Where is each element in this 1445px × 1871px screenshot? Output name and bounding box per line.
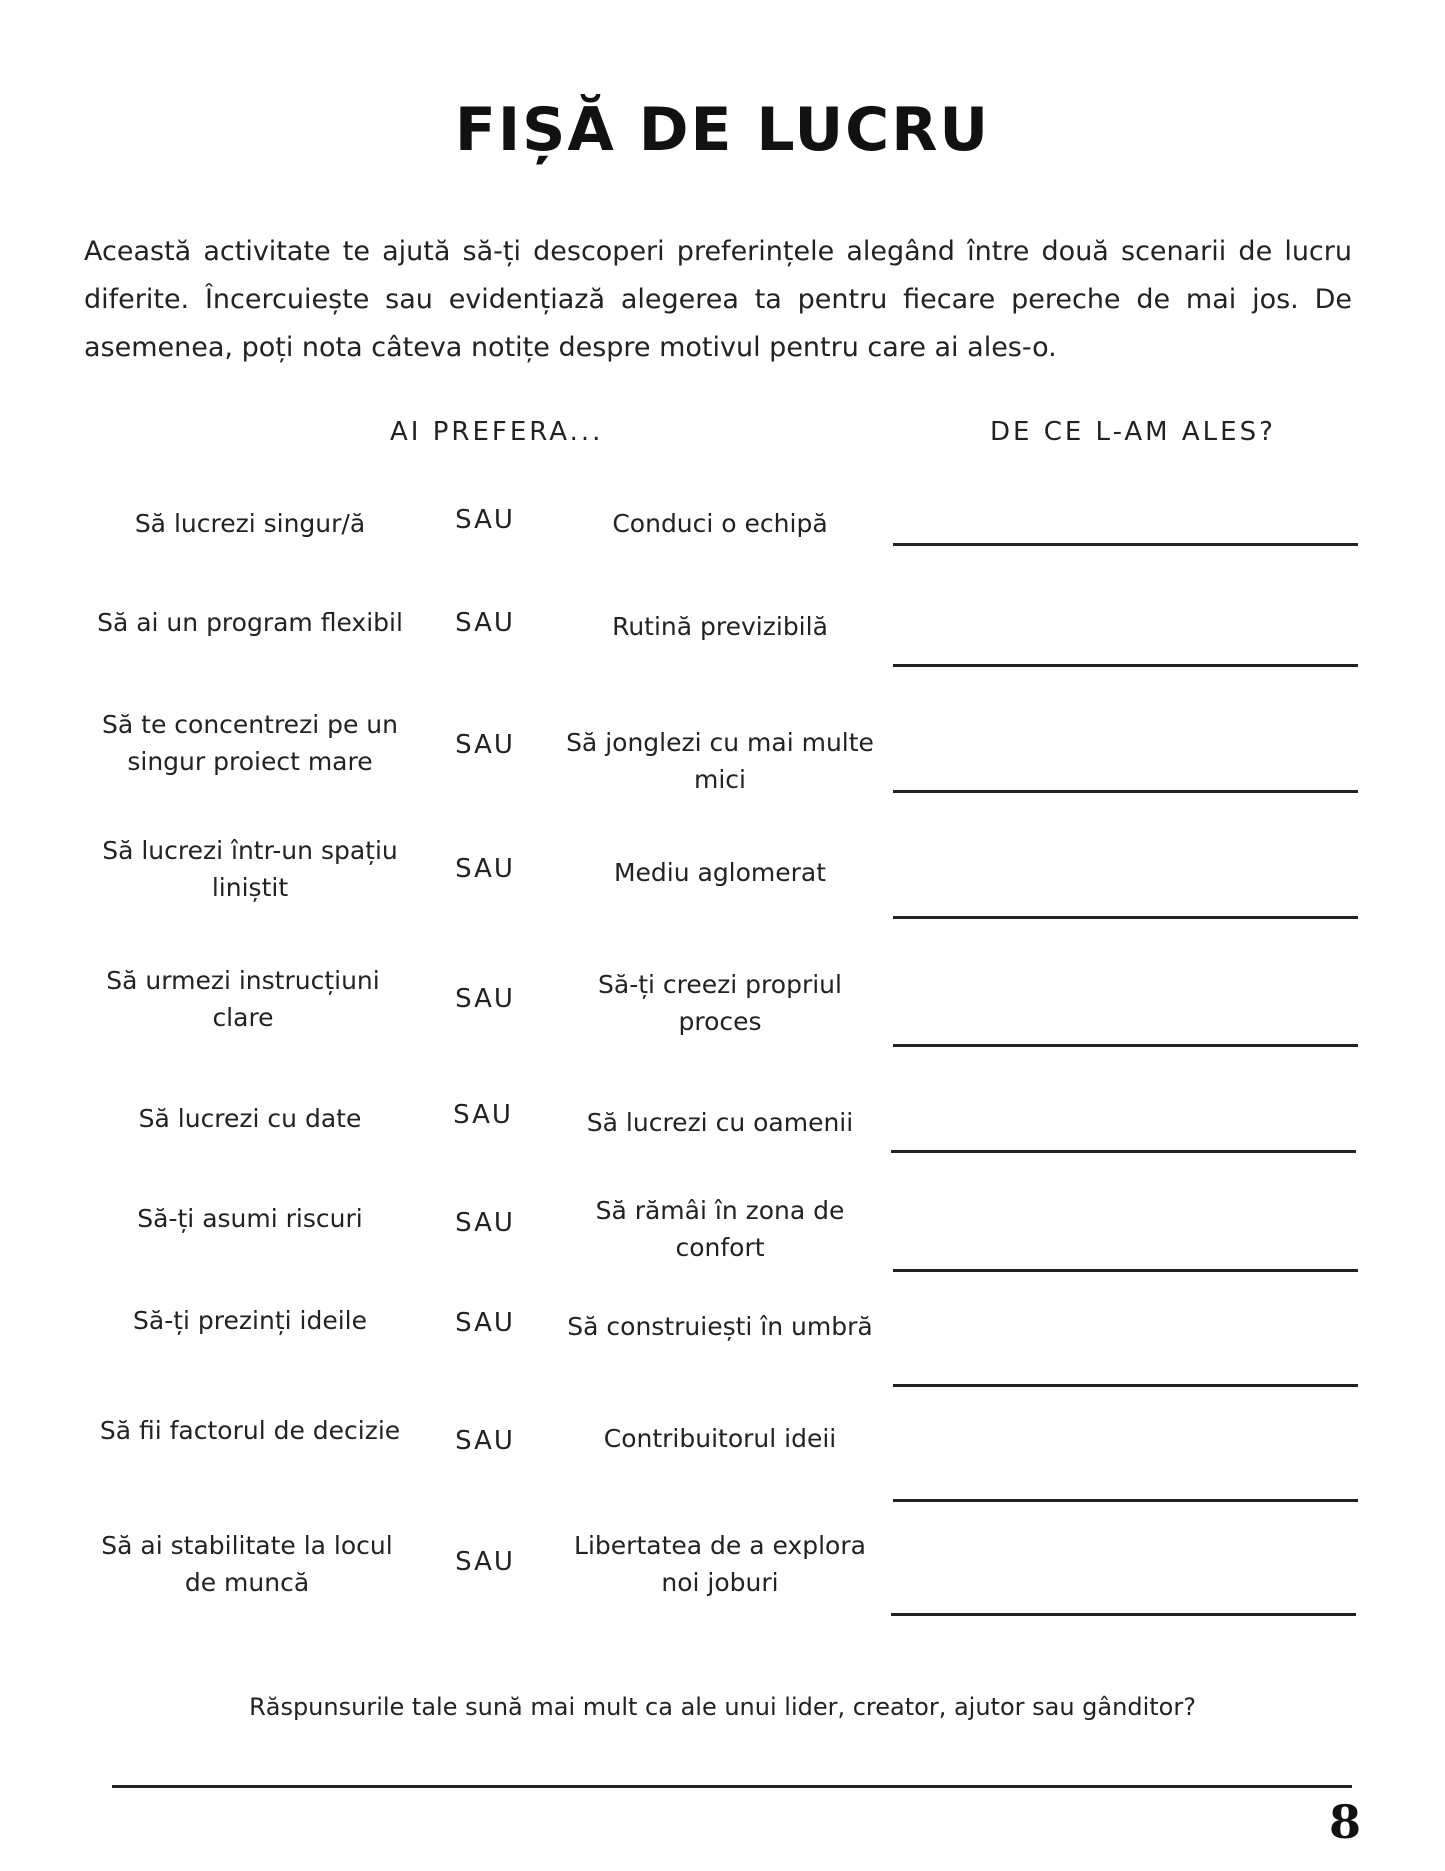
or-separator: SAU bbox=[455, 1547, 515, 1577]
page-number: 8 bbox=[1328, 1795, 1361, 1849]
or-separator: SAU bbox=[455, 984, 515, 1014]
reason-answer-line[interactable] bbox=[891, 1613, 1356, 1616]
reason-answer-line[interactable] bbox=[893, 790, 1358, 793]
reason-answer-line[interactable] bbox=[893, 664, 1358, 667]
or-separator: SAU bbox=[455, 1426, 515, 1456]
option-a[interactable]: Să te concentrezi pe un singur proiect mare bbox=[102, 710, 398, 776]
option-a[interactable]: Să-ți asumi riscuri bbox=[137, 1204, 363, 1233]
option-b[interactable]: Rutină previzibilă bbox=[612, 612, 828, 641]
or-separator: SAU bbox=[453, 1100, 513, 1130]
option-a[interactable]: Să lucrezi cu date bbox=[138, 1104, 362, 1133]
option-b[interactable]: Mediu aglomerat bbox=[613, 858, 827, 887]
option-a[interactable]: Să fii factorul de decizie bbox=[99, 1416, 401, 1445]
option-a[interactable]: Să lucrezi singur/ă bbox=[134, 509, 366, 538]
option-b[interactable]: Să-ți creezi propriul proces bbox=[598, 970, 842, 1036]
closing-answer-line[interactable] bbox=[112, 1785, 1352, 1788]
option-b[interactable]: Conduci o echipă bbox=[612, 509, 828, 538]
option-b[interactable]: Să jonglezi cu mai multe mici bbox=[566, 728, 874, 794]
or-separator: SAU bbox=[455, 608, 515, 638]
or-separator: SAU bbox=[455, 1208, 515, 1238]
option-a[interactable]: Să ai un program flexibil bbox=[97, 608, 403, 637]
reason-answer-line[interactable] bbox=[893, 916, 1358, 919]
or-separator: SAU bbox=[455, 730, 515, 760]
option-a[interactable]: Să urmezi instrucțiuni clare bbox=[106, 966, 380, 1032]
closing-question: Răspunsurile tale sună mai mult ca ale unui lider, creator, ajutor sau gânditor? bbox=[249, 1693, 1196, 1721]
reason-answer-line[interactable] bbox=[893, 1499, 1358, 1502]
reason-answer-line[interactable] bbox=[893, 1044, 1358, 1047]
option-a[interactable]: Să ai stabilitate la locul de muncă bbox=[101, 1531, 393, 1597]
option-b[interactable]: Să construiești în umbră bbox=[567, 1312, 873, 1341]
reason-answer-line[interactable] bbox=[893, 543, 1358, 546]
or-separator: SAU bbox=[455, 505, 515, 535]
option-b[interactable]: Contribuitorul ideii bbox=[603, 1424, 837, 1453]
page-title: FIȘĂ DE LUCRU bbox=[454, 95, 991, 165]
column-header-reason: DE CE L-AM ALES? bbox=[990, 417, 1276, 447]
option-b[interactable]: Să rămâi în zona de confort bbox=[595, 1196, 845, 1262]
option-b[interactable]: Să lucrezi cu oamenii bbox=[586, 1108, 854, 1137]
reason-answer-line[interactable] bbox=[891, 1150, 1356, 1153]
option-a[interactable]: Să-ți prezinți ideile bbox=[133, 1306, 367, 1335]
or-separator: SAU bbox=[455, 854, 515, 884]
option-a[interactable]: Să lucrezi într-un spațiu liniștit bbox=[102, 836, 398, 902]
reason-answer-line[interactable] bbox=[893, 1384, 1358, 1387]
reason-answer-line[interactable] bbox=[893, 1269, 1358, 1272]
intro-paragraph: Această activitate te ajută să-ți descoperi preferințele alegând între două scenarii de lucru diferite. Încercuiește sau evidențiază alegerea ta pentru fiecare pereche de mai jos. De asemenea, poți nota câteva notițe despre motivul pentru care ai ales-o. bbox=[84, 236, 1352, 363]
option-b[interactable]: Libertatea de a explora noi joburi bbox=[574, 1531, 866, 1597]
or-separator: SAU bbox=[455, 1308, 515, 1338]
column-header-preference: AI PREFERA... bbox=[390, 417, 604, 447]
